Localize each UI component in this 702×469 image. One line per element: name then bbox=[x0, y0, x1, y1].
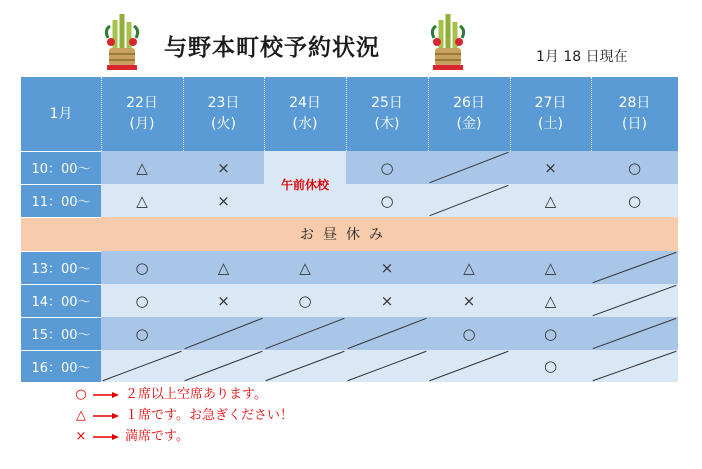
slot-cell bbox=[428, 151, 510, 184]
day-header bbox=[428, 77, 510, 151]
legend-text: 満席です。 bbox=[125, 429, 189, 444]
row-divider bbox=[21, 151, 101, 152]
arrow-right-icon bbox=[93, 392, 119, 398]
closed-slash-icon bbox=[101, 350, 183, 382]
closed-slash-icon bbox=[183, 317, 264, 350]
slot-cell bbox=[346, 284, 428, 317]
slot-cell bbox=[183, 151, 264, 184]
header-divider bbox=[183, 77, 184, 151]
availability-mark: △ bbox=[544, 291, 557, 310]
time-slot bbox=[21, 284, 101, 317]
day-weekday: (土) bbox=[538, 116, 563, 132]
closed-slash-icon bbox=[346, 350, 428, 382]
header-divider bbox=[510, 77, 511, 151]
row-divider bbox=[21, 284, 101, 285]
time-slot bbox=[21, 184, 101, 217]
month-label: 1月 bbox=[49, 105, 73, 122]
kadomatsu-icon bbox=[100, 8, 144, 74]
time-slot bbox=[21, 151, 101, 184]
morning-closed-label: 午前休校 bbox=[280, 177, 329, 192]
day-weekday: (木) bbox=[374, 116, 400, 132]
slot-cell bbox=[591, 151, 678, 184]
day-date: 25日 bbox=[371, 95, 403, 111]
availability-mark: △ bbox=[299, 258, 311, 277]
day-date: 26日 bbox=[453, 95, 485, 111]
availability-mark: △ bbox=[544, 258, 557, 277]
slot-cell bbox=[346, 251, 428, 284]
availability-mark: △ bbox=[136, 158, 148, 177]
legend-text: ２席以上空席あります。 bbox=[125, 387, 267, 402]
slot-cell bbox=[346, 151, 428, 184]
slot-cell bbox=[264, 350, 346, 382]
day-weekday: (月) bbox=[129, 116, 155, 132]
time-slot bbox=[21, 251, 101, 284]
header-divider bbox=[428, 77, 429, 151]
slot-cell bbox=[101, 151, 183, 184]
closed-slash-icon bbox=[591, 251, 678, 284]
lunch-break-label: お昼休み bbox=[300, 227, 392, 243]
slot-cell bbox=[510, 284, 591, 317]
row-divider bbox=[21, 317, 101, 318]
slot-cell bbox=[428, 317, 510, 350]
availability-mark: × bbox=[380, 291, 394, 310]
legend-symbol: ○ bbox=[75, 387, 87, 402]
availability-mark: ○ bbox=[627, 191, 642, 210]
availability-mark: ○ bbox=[135, 291, 149, 310]
slot-cell bbox=[264, 317, 346, 350]
arrow-right-icon bbox=[93, 434, 119, 440]
kadomatsu-icon bbox=[426, 8, 470, 74]
time-label: 15：00～ bbox=[31, 328, 91, 343]
day-weekday: (火) bbox=[211, 116, 236, 132]
day-header bbox=[183, 77, 264, 151]
slot-cell bbox=[346, 184, 428, 217]
slot-cell bbox=[510, 251, 591, 284]
slot-cell bbox=[510, 184, 591, 217]
page-title: 与野本町校予約状況 bbox=[164, 35, 380, 61]
lunch-break-cell bbox=[591, 217, 678, 251]
day-date: 27日 bbox=[534, 95, 567, 111]
slot-cell bbox=[264, 284, 346, 317]
availability-mark: ○ bbox=[462, 324, 476, 343]
header-divider bbox=[346, 77, 347, 151]
time-label: 11：00～ bbox=[31, 195, 91, 210]
closed-slash-icon bbox=[183, 350, 264, 382]
day-weekday: (金) bbox=[456, 116, 482, 132]
availability-mark: ○ bbox=[543, 324, 558, 343]
availability-mark: × bbox=[544, 158, 557, 177]
slot-cell bbox=[591, 284, 678, 317]
slot-cell bbox=[183, 251, 264, 284]
row-divider bbox=[21, 184, 101, 185]
availability-mark: △ bbox=[463, 258, 475, 277]
slot-cell bbox=[183, 184, 264, 217]
slot-cell bbox=[428, 350, 510, 382]
row-divider bbox=[21, 251, 101, 252]
availability-mark: × bbox=[217, 191, 230, 210]
arrow-right-icon bbox=[93, 413, 119, 419]
day-date: 28日 bbox=[618, 95, 651, 111]
as-of-date: 1月 18 日現在 bbox=[536, 49, 628, 65]
legend-symbol: △ bbox=[76, 408, 86, 423]
day-header bbox=[101, 77, 183, 151]
header-divider bbox=[591, 77, 592, 151]
closed-slash-icon bbox=[428, 350, 510, 382]
slot-cell bbox=[428, 284, 510, 317]
availability-mark: ○ bbox=[135, 258, 149, 277]
day-header bbox=[510, 77, 591, 151]
closed-slash-icon bbox=[428, 151, 510, 184]
slot-cell bbox=[591, 251, 678, 284]
availability-mark: ○ bbox=[627, 158, 642, 177]
time-label: 16：00～ bbox=[31, 360, 91, 376]
slot-cell bbox=[183, 317, 264, 350]
day-weekday: (水) bbox=[292, 116, 318, 132]
closed-slash-icon bbox=[428, 184, 510, 217]
slot-cell bbox=[101, 350, 183, 382]
slot-cell bbox=[183, 350, 264, 382]
slot-cell bbox=[428, 251, 510, 284]
day-header bbox=[264, 77, 346, 151]
slot-cell bbox=[183, 284, 264, 317]
slot-cell bbox=[591, 350, 678, 382]
slot-cell bbox=[101, 184, 183, 217]
day-header bbox=[591, 77, 678, 151]
time-slot bbox=[21, 350, 101, 382]
slot-cell bbox=[101, 317, 183, 350]
closed-slash-icon bbox=[264, 350, 346, 382]
header-divider bbox=[264, 77, 265, 151]
slot-cell bbox=[346, 350, 428, 382]
row-divider bbox=[21, 217, 101, 218]
reservation-table bbox=[21, 77, 678, 382]
row-divider bbox=[21, 350, 101, 351]
morning-closed-note bbox=[264, 151, 346, 217]
time-label: 10：00～ bbox=[31, 162, 91, 177]
lunch-break-row bbox=[101, 217, 591, 251]
lunch-break-cell bbox=[21, 217, 101, 251]
slot-cell bbox=[264, 251, 346, 284]
closed-slash-icon bbox=[591, 284, 678, 317]
legend-text: １席です。お急ぎください！ bbox=[125, 408, 293, 423]
availability-mark: ○ bbox=[380, 191, 394, 210]
availability-mark: × bbox=[380, 258, 394, 277]
closed-slash-icon bbox=[264, 317, 346, 350]
availability-mark: × bbox=[462, 291, 476, 310]
slot-cell bbox=[510, 317, 591, 350]
slot-cell bbox=[428, 184, 510, 217]
availability-mark: ○ bbox=[135, 324, 149, 343]
availability-mark: △ bbox=[544, 191, 557, 210]
time-label: 14：00～ bbox=[31, 295, 91, 310]
day-date: 22日 bbox=[126, 95, 158, 111]
closed-slash-icon bbox=[591, 317, 678, 350]
legend-symbol: × bbox=[75, 429, 87, 444]
availability-mark: ○ bbox=[543, 357, 558, 375]
availability-mark: ○ bbox=[380, 158, 394, 177]
slot-cell bbox=[510, 151, 591, 184]
time-slot bbox=[21, 317, 101, 350]
closed-slash-icon bbox=[346, 317, 428, 350]
availability-mark: ○ bbox=[298, 291, 312, 310]
header-divider bbox=[101, 77, 102, 151]
time-label: 13：00～ bbox=[31, 262, 91, 277]
availability-mark: × bbox=[217, 158, 230, 177]
slot-cell bbox=[101, 251, 183, 284]
day-weekday: (日) bbox=[622, 116, 647, 132]
closed-slash-icon bbox=[591, 350, 678, 382]
availability-mark: × bbox=[217, 291, 230, 310]
slot-cell bbox=[591, 184, 678, 217]
month-header bbox=[21, 77, 101, 151]
slot-cell bbox=[591, 317, 678, 350]
slot-cell bbox=[510, 350, 591, 382]
day-date: 23日 bbox=[207, 95, 240, 111]
availability-mark: △ bbox=[136, 191, 148, 210]
slot-cell bbox=[346, 317, 428, 350]
availability-mark: △ bbox=[217, 258, 230, 277]
day-date: 24日 bbox=[289, 95, 321, 111]
day-header bbox=[346, 77, 428, 151]
slot-cell bbox=[101, 284, 183, 317]
